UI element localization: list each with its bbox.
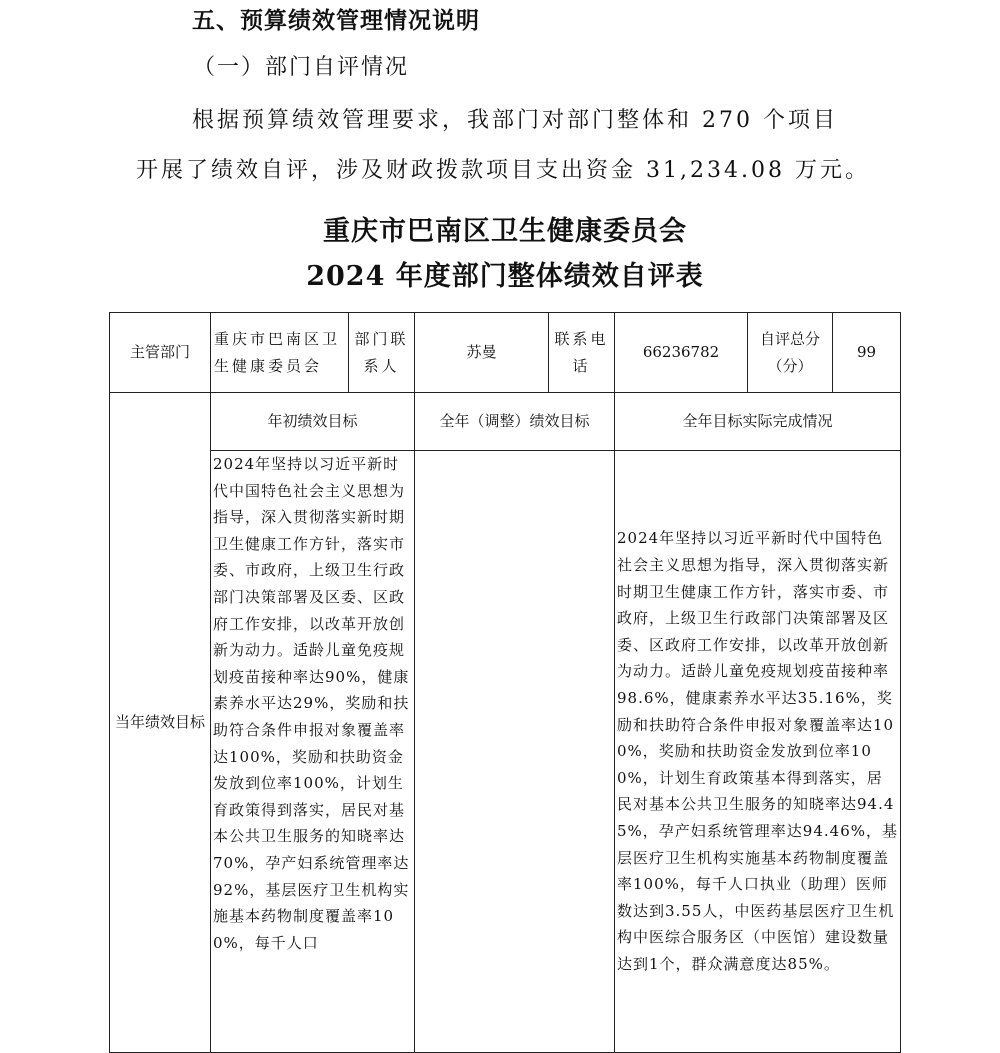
actual-result-text: 2024年坚持以习近平新时代中国特色社会主义思想为指导，深入贯彻落实新时期卫生健康工作方针，落实市委、市政府，上级卫生行政部门决策部署及区委、区政府工作安排，以改革开放创新为动力。适龄儿童免疫规划疫苗接种率98.6%，健康素养水平达35.16%，奖励和扶助符合条件申报对象覆盖率达100%，奖励和扶助资金发放到位率100%，计划生育政策基本得到落实，居民对基本公共卫生服务的知晓率达94.45%，孕产妇系统管理率达94.46%，基层医疗卫生机构实施基本药物制度覆盖率100%，每千人口执业（助理）医师数达到3.55人，中医药基层医疗卫生机构中医综合服务区（中医馆）建设数量达到1个，群众满意度达85%。 xyxy=(615,451,901,1053)
header-row xyxy=(110,313,901,393)
col-actual-result: 全年目标实际完成情况 xyxy=(615,393,901,451)
table-title-line2: 2024 年度部门整体绩效自评表 xyxy=(306,261,704,292)
contact-value: 苏曼 xyxy=(415,313,549,393)
dept-label: 主管部门 xyxy=(110,313,211,393)
section-heading: 五、预算绩效管理情况说明 xyxy=(192,8,480,34)
goal-row-label: 当年绩效目标 xyxy=(110,393,211,1053)
col-initial-goal: 年初绩效目标 xyxy=(211,393,415,451)
intro-paragraph-line1: 根据预算绩效管理要求，我部门对部门整体和 270 个项目 xyxy=(192,108,838,133)
score-value: 99 xyxy=(833,313,901,393)
score-label: 自评总分（分） xyxy=(748,313,833,393)
goal-header-row xyxy=(110,393,901,451)
performance-table xyxy=(109,312,901,1053)
dept-value: 重庆市巴南区卫生健康委员会 xyxy=(211,313,349,393)
col-adjusted-goal: 全年（调整）绩效目标 xyxy=(415,393,615,451)
table-title-line1: 重庆市巴南区卫生健康委员会 xyxy=(323,216,687,247)
intro-paragraph-line2: 开展了绩效自评，涉及财政拨款项目支出资金 31,234.08 万元。 xyxy=(136,158,870,183)
section-subheading: （一）部门自评情况 xyxy=(193,55,410,80)
phone-label: 联系电话 xyxy=(549,313,615,393)
adjusted-goal-text xyxy=(415,451,615,1053)
goal-content-row xyxy=(110,451,901,1053)
phone-value: 66236782 xyxy=(615,313,748,393)
contact-label: 部门联系人 xyxy=(349,313,415,393)
initial-goal-text: 2024年坚持以习近平新时代中国特色社会主义思想为指导，深入贯彻落实新时期卫生健康工作方针，落实市委、市政府，上级卫生行政部门决策部署及区委、区政府工作安排，以改革开放创新为动力。适龄儿童免疫规划疫苗接种率达90%，健康素养水平达29%，奖励和扶助符合条件申报对象覆盖率达100%，奖励和扶助资金发放到位率100%，计划生育政策得到落实，居民对基本公共卫生服务的知晓率达70%，孕产妇系统管理率达92%，基层医疗卫生机构实施基本药物制度覆盖率100%，每千人口 xyxy=(211,451,415,1053)
